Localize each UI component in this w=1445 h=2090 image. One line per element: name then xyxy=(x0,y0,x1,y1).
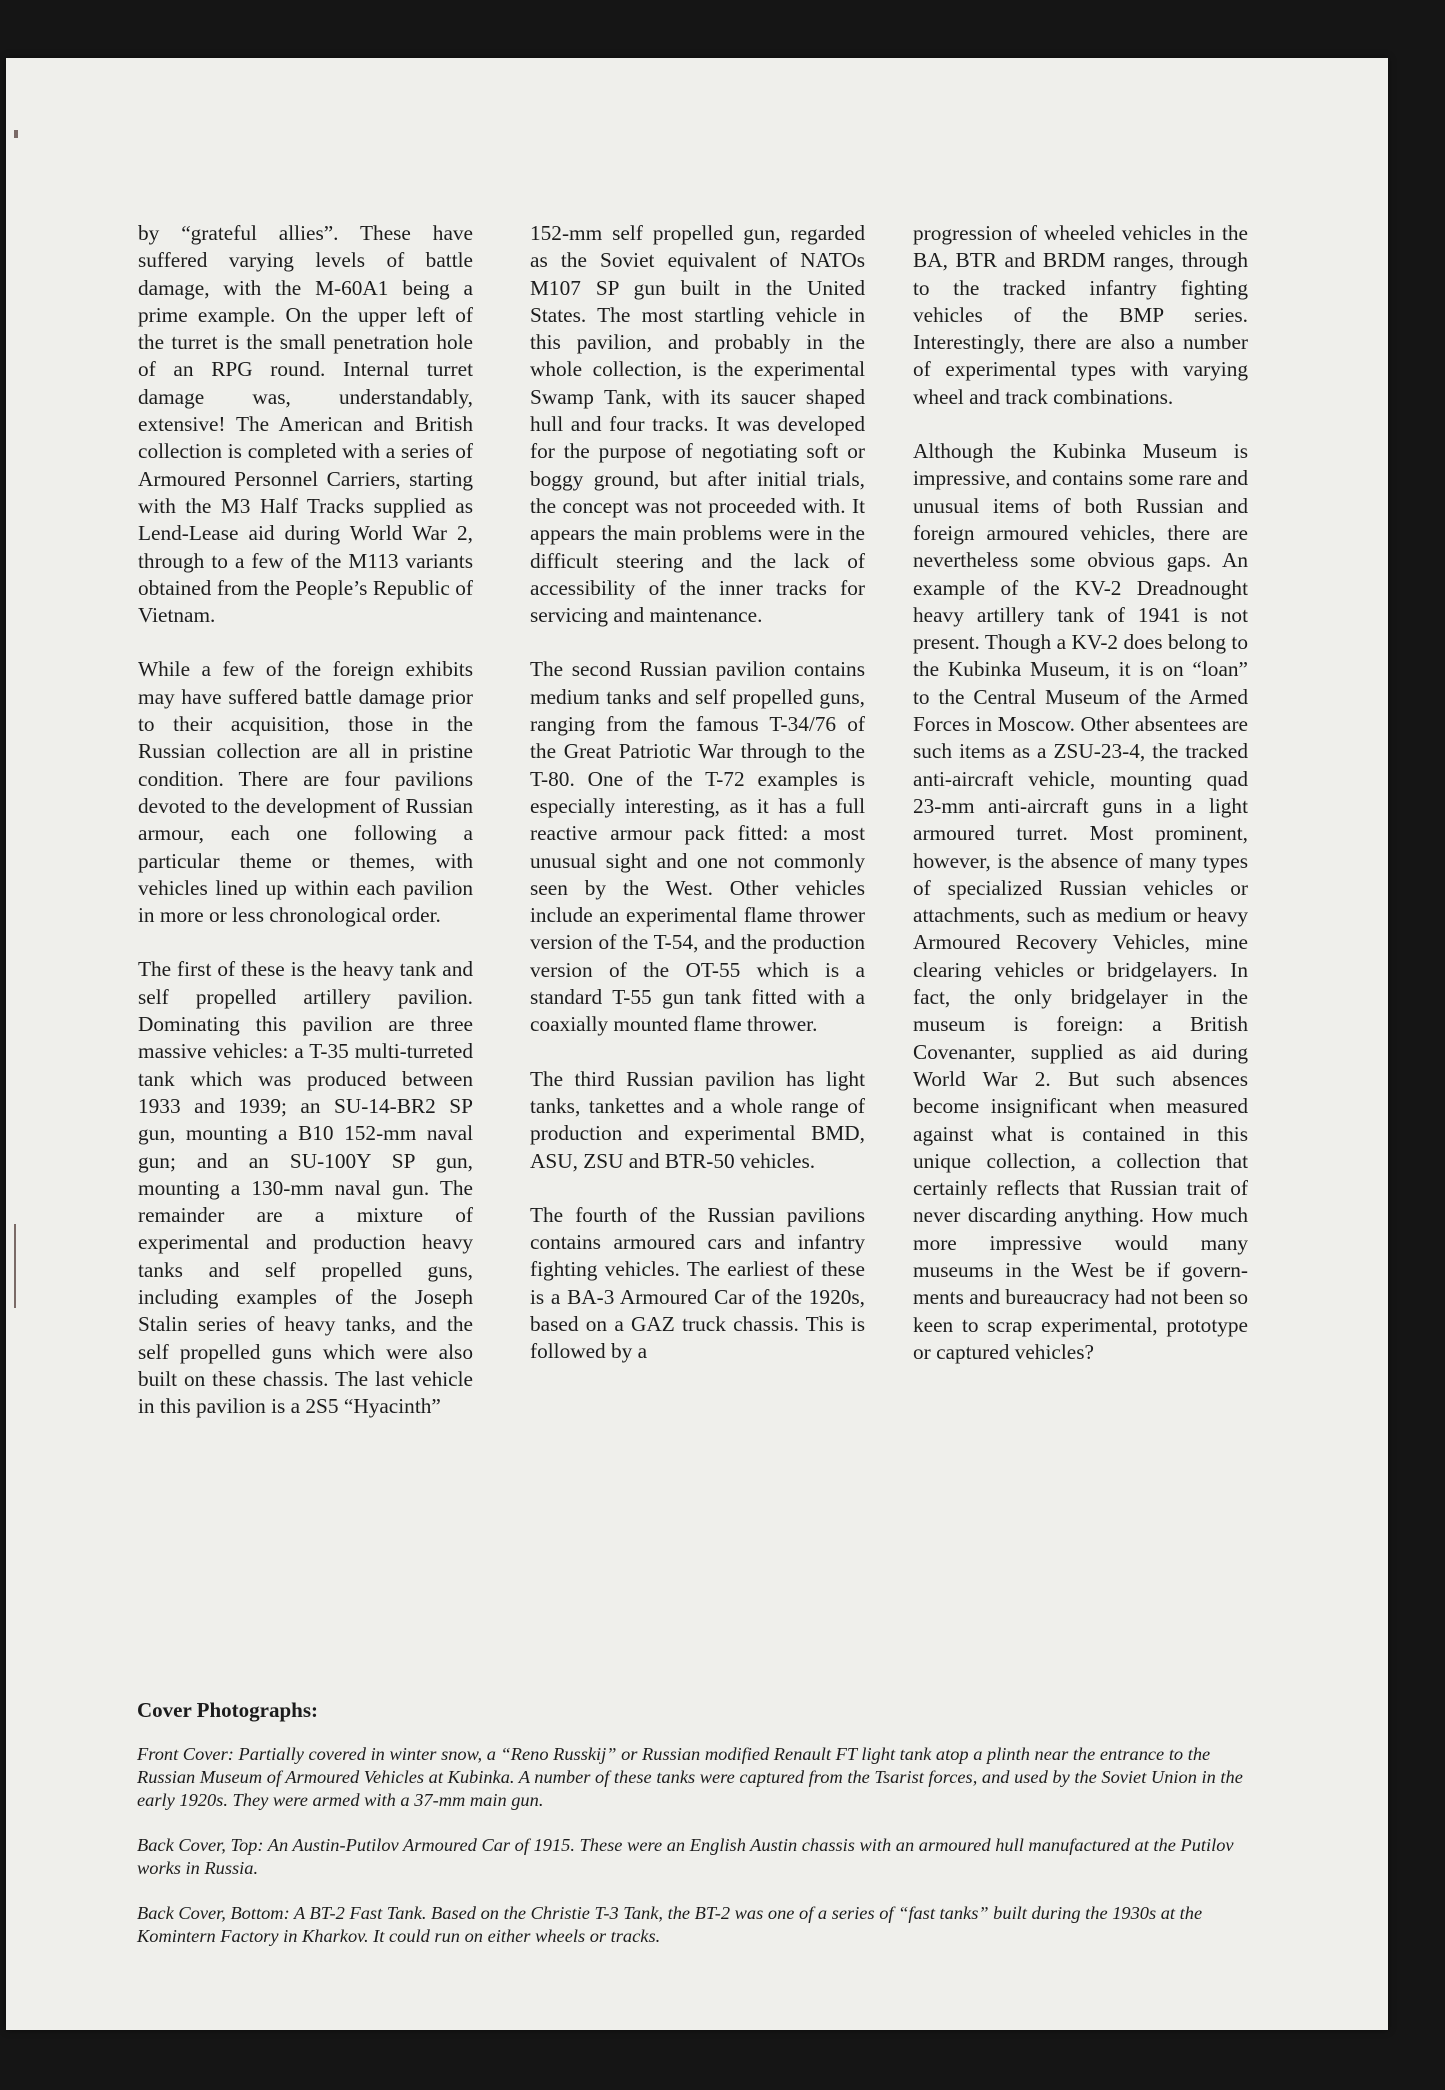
front-cover-caption: Front Cover: Partially covered in winter snow, a “Reno Russkij” or Russian modified Renault FT light tank atop a plinth near the entrance to the Russian Museum of Armoured Vehicles at Kubinka. A number of these tanks were captured from the Tsarist forces, and used by the Soviet Union in the early 1920s. They were armed with a 37-mm main gun. xyxy=(137,1744,1243,1810)
paragraph: The second Russian pavilion contains medium tanks and self propelled guns, ranging from the famous T-34/76 of the Great Patriotic War through to the T-80. One of the T-72 examples is especially interesting, as it has a full reactive armour pack fitted: a most unusual sight and one not commonly seen by the West. Other vehicles include an experimental flame thrower version of the T-54, and the production version of the OT-55 which is a standard T-55 gun tank fitted with a coaxially mounted flame thrower. xyxy=(530,657,865,1037)
back-cover-bottom-caption: Back Cover, Bottom: A BT-2 Fast Tank. Based on the Christie T-3 Tank, the BT-2 was one of a series of “fast tanks” built during the 1930s at the Komintern Factory in Kharkov. It could run on either wheels or tracks. xyxy=(137,1903,1203,1946)
cover-photographs-section xyxy=(137,1698,1267,1970)
document-page xyxy=(6,58,1388,2030)
paragraph: by “grateful allies”. These have suffered varying levels of battle damage, with the M-60A1 being a prime example. On the upper left of the turret is the small penetration hole of an RPG round. Internal turret damage was, understandably, extensive! The American and British collection is completed with a series of Armoured Personnel Carriers, starting with the M3 Half Tracks supplied as Lend-Lease aid during World War 2, through to a few of the M113 variants obtained from the People’s Republic of Vietnam. xyxy=(138,221,473,628)
text-column-3 xyxy=(913,220,1248,1393)
paragraph: While a few of the foreign exhibits may have suffered battle damage prior to their acquisition, those in the Russian collection are all in pristine condition. There are four pavilions devoted to the development of Russian armour, each one following a particular theme or themes, with vehicles lined up within each pavilion in more or less chronological order. xyxy=(138,657,473,928)
page-edge-mark xyxy=(14,130,18,138)
back-cover-top-caption: Back Cover, Top: An Austin-Putilov Armoured Car of 1915. These were an English Austin chassis with an armoured hull manufactured at the Putilov works in Russia. xyxy=(137,1835,1234,1878)
text-column-1 xyxy=(138,220,473,1447)
paragraph: The fourth of the Russian pavilions contains armoured cars and infantry fighting vehicles. The earliest of these is a BA-3 Armoured Car of the 1920s, based on a GAZ truck chassis. This is followed by a xyxy=(530,1202,865,1364)
paragraph: The first of these is the heavy tank and self propelled artillery pavilion. Dominating this pavilion are three massive vehicles: a T-35 multi-turreted tank which was produced between 1933 and 1939; an SU-14-BR2 SP gun, mounting a B10 152-mm naval gun; and an SU-100Y SP gun, mounting a 130-mm naval gun. The remainder are a mixture of experimental and production heavy tanks and self propelled guns, including examples of the Joseph Stalin series of heavy tanks, and the self propelled guns which were also built on these chassis. The last vehicle in this pavilion is a 2S5 “Hyacinth” xyxy=(138,957,473,1419)
paragraph: 152-mm self propelled gun, regarded as the Soviet equivalent of NATOs M107 SP gun built in the United States. The most startling vehicle in this pavilion, and probably in the whole collection, is the experimental Swamp Tank, with its saucer shaped hull and four tracks. It was developed for the purpose of negotiating soft or boggy ground, but after initial trials, the concept was not proceeded with. It appears the main problems were in the difficult steering and the lack of accessibility of the inner tracks for servicing and maintenance. xyxy=(530,221,865,628)
paragraph: The third Russian pavilion has light tanks, tankettes and a whole range of production and experimental BMD, ASU, ZSU and BTR-50 vehicles. xyxy=(530,1066,865,1173)
paragraph: progression of wheeled vehicles in the BA, BTR and BRDM ranges, through to the tracked infantry fighting vehicles of the BMP series. Interestingly, there are also a number of experimental types with varying wheel and track combinations. xyxy=(913,221,1248,409)
cover-photographs-heading: Cover Photographs: xyxy=(137,1698,319,1722)
text-column-2 xyxy=(530,220,865,1393)
page-edge-mark xyxy=(14,1224,16,1308)
paragraph: Although the Kubinka Museum is impressive, and contains some rare and unusual items of both Russian and foreign armoured vehicles, there are nevertheless some obvious gaps. An example of the KV-2 Dreadnought heavy artillery tank of 1941 is not present. Though a KV-2 does belong to the Kubinka Museum, it is on “loan” to the Central Museum of the Armed Forces in Moscow. Other absentees are such items as a ZSU-23-4, the tracked anti-aircraft vehicle, mounting quad 23-mm anti-aircraft guns in a light armoured turret. Most prominent, however, is the absence of many types of specialized Russian vehicles or attachments, such as medium or heavy Armoured Recovery Vehicles, mine clearing vehicles or bridgelayers. In fact, the only bridgelayer in the museum is foreign: a British Covenanter, supplied as aid during World War 2. But such absences become insignificant when measured against what is contained in this unique collection, a collection that certainly reflects that Russian trait of never discarding anything. How much more impressive would many museums in the West be if governments and bureaucracy had not been so keen to scrap experimental, prototype or captured vehicles? xyxy=(913,439,1248,1364)
